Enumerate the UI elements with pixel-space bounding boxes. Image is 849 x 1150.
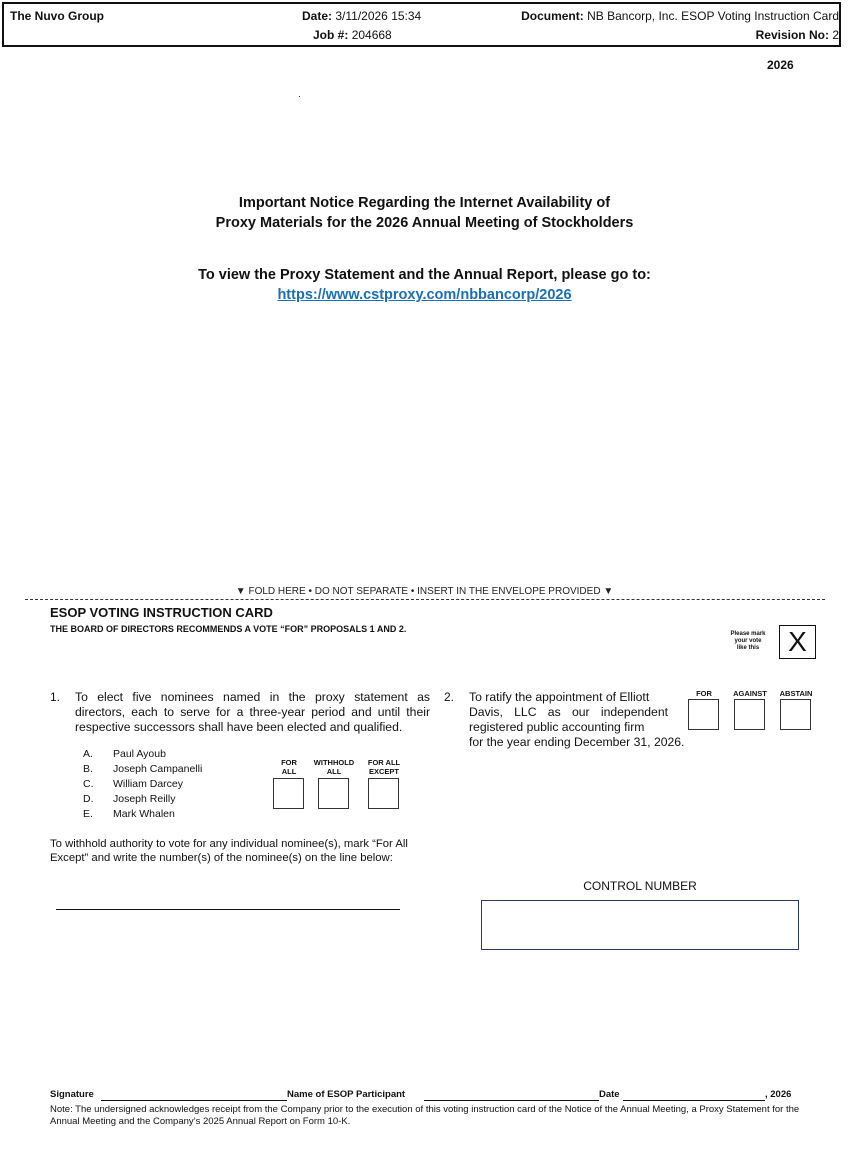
year-tag: 2026: [767, 58, 794, 72]
nominee-letter: A.: [83, 748, 93, 760]
option-label-line: ALL: [326, 767, 342, 776]
date-year-suffix: , 2026: [765, 1089, 792, 1100]
withhold-instructions: To withhold authority to vote for any individual nominee(s), mark “For All Except” and write the number(s) of the nominee(s) on the line below:: [50, 838, 408, 864]
signature-label: Signature: [50, 1089, 94, 1100]
proposal-2-number: 2.: [444, 690, 455, 704]
abstain-label: ABSTAIN: [779, 689, 813, 698]
mark-instruction-line: Please mark: [730, 631, 766, 637]
document-label: Document:: [521, 9, 584, 23]
mark-instruction-line: like this: [736, 645, 760, 651]
for-all-except-checkbox[interactable]: [368, 778, 399, 809]
revision-label: Revision No:: [755, 28, 829, 42]
board-recommendation: THE BOARD OF DIRECTORS RECOMMENDS A VOTE “FOR” PROPOSALS 1 AND 2.: [50, 624, 407, 634]
document-value: NB Bancorp, Inc. ESOP Voting Instruction Card: [587, 9, 839, 23]
for-label: FOR: [696, 689, 712, 698]
nominee-name: Mark Whalen: [113, 808, 175, 820]
notice-line-1: Important Notice Regarding the Internet Availability of: [238, 195, 611, 211]
mark-instruction: [722, 631, 774, 652]
nominee-item: [83, 762, 202, 777]
job-header: [2, 2, 841, 47]
date-label: Date: [599, 1089, 620, 1100]
for-all-except-label: [362, 758, 406, 776]
nominee-item: [83, 792, 202, 807]
fold-line: [25, 599, 825, 600]
proposal-2-text: [469, 690, 684, 750]
date-label: Date:: [302, 9, 333, 23]
signature-line[interactable]: [101, 1100, 287, 1101]
nominee-letter: B.: [83, 763, 93, 775]
nominee-letter: E.: [83, 808, 93, 820]
proposal-1-line: To elect five nominees named in the proxy statement as: [75, 690, 430, 704]
proposal-2-line: for the year ending December 31, 2026.: [469, 735, 685, 749]
document-name: [521, 9, 839, 23]
fold-instruction: ▼ FOLD HERE • DO NOT SEPARATE • INSERT IN THE ENVELOPE PROVIDED ▼: [235, 586, 614, 597]
for-all-checkbox[interactable]: [273, 778, 304, 809]
proposal-1-number: 1.: [50, 690, 61, 704]
proposal-2-abstain-checkbox[interactable]: [780, 699, 811, 730]
against-label: AGAINST: [733, 689, 767, 698]
option-label-line: ALL: [281, 767, 297, 776]
proposal-1-line: directors, each to serve for a three-year period and until their: [75, 705, 430, 719]
option-label-line: WITHHOLD: [313, 758, 355, 767]
stray-dot: [299, 96, 300, 97]
notice-line-3: To view the Proxy Statement and the Annual Report, please go to:: [198, 267, 651, 283]
job-number: [313, 28, 392, 42]
date-value: 3/11/2026 15:34: [335, 9, 422, 23]
job-date: [302, 9, 421, 23]
job-label: Job #:: [313, 28, 349, 42]
job-value: 204668: [351, 28, 392, 42]
nominee-item: [83, 777, 202, 792]
card-title: ESOP VOTING INSTRUCTION CARD: [50, 605, 273, 620]
participant-name-label: Name of ESOP Participant: [287, 1089, 406, 1100]
proposal-2-line: Davis, LLC as our independent: [469, 705, 668, 719]
option-label-line: FOR: [281, 758, 297, 767]
nominee-name: Joseph Reilly: [113, 793, 176, 805]
proposal-2-line: To ratify the appointment of Elliott: [469, 690, 650, 704]
participant-name-line[interactable]: [424, 1100, 599, 1101]
mark-example-box: X: [779, 625, 816, 659]
option-label-line: FOR ALL: [367, 758, 401, 767]
nominee-name: William Darcey: [113, 778, 184, 790]
printer-name: The Nuvo Group: [10, 9, 104, 23]
proposal-1-line: respective successors shall have been elected and qualified.: [75, 720, 403, 734]
option-label-line: EXCEPT: [368, 767, 399, 776]
withhold-all-checkbox[interactable]: [318, 778, 349, 809]
acknowledgement-note: Note: The undersigned acknowledges receipt from the Company prior to the execution of this voting instruction card of the Notice of the Annual Meeting, a Proxy Statement for the Annual Meeting and the Company’s 2025 Annual Report on Form 10-K.: [50, 1104, 800, 1127]
revision-value: 2: [832, 28, 839, 42]
proposal-2-against-checkbox[interactable]: [734, 699, 765, 730]
nominee-name: Paul Ayoub: [113, 748, 166, 760]
nominee-name: Joseph Campanelli: [113, 763, 203, 775]
nominee-letter: C.: [83, 778, 94, 790]
revision-number: [756, 28, 839, 42]
date-line[interactable]: [623, 1100, 765, 1101]
control-number-label: CONTROL NUMBER: [583, 879, 697, 893]
nominee-letter: D.: [83, 793, 94, 805]
proposal-2-for-checkbox[interactable]: [688, 699, 719, 730]
nominee-list: [83, 747, 202, 822]
notice-line-2: Proxy Materials for the 2026 Annual Meeting of Stockholders: [215, 215, 634, 231]
for-all-label: [268, 758, 310, 776]
nominee-item: [83, 807, 202, 822]
mark-instruction-line: your vote: [734, 638, 762, 644]
nominee-exception-line[interactable]: [56, 909, 400, 910]
control-number-box: [481, 900, 799, 950]
nominee-item: [83, 747, 202, 762]
withhold-all-label: [309, 758, 359, 776]
proposal-2-line: registered public accounting firm: [469, 720, 645, 734]
proxy-materials-link[interactable]: https://www.cstproxy.com/nbbancorp/2026: [277, 287, 572, 303]
proposal-1-text: [75, 690, 430, 735]
